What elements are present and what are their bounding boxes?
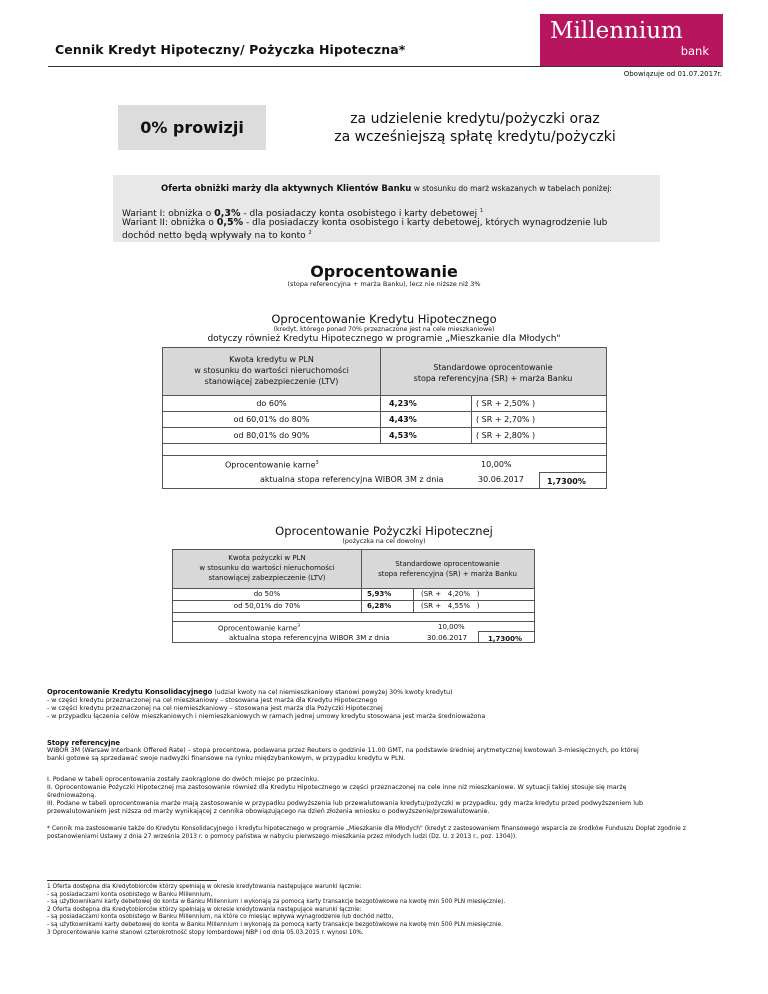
table1-penalty-value: 10,00% <box>481 460 512 469</box>
reference-rates-note: Stopy referencyjne WIBOR 3M (Warsaw Interbank Offered Rate) – stopa procentowa, podawana przez Reuters o godzinie 11.00 GMT, na podstawie średniej arytmetycznej kwotowań 3-miesięcznych, po której banki gotowe są sprzedawać swoje nadwyżki finansowe na rynku międzybankowym, w przypadku kredytu w PLN. <box>47 739 727 763</box>
table1-ref-value: 1,7300% <box>547 477 586 486</box>
table2-ref-value: 1,7300% <box>488 635 523 643</box>
offer-variant-2: Wariant II: obniżka o 0,5% - dla posiadaczy konta osobistego i karty debetowej, których wynagrodzenie lub <box>122 217 608 228</box>
table2-ref-label: aktualna stopa referencyjna WIBOR 3M z dnia <box>229 634 390 642</box>
consolidation-item: - w części kredytu przeznaczonej na cel mieszkaniowy – stosowana jest marża dla Kredytu Hipotecznego <box>47 697 378 704</box>
roman-notes: I. Podane w tabeli oprocentowania zostały zaokrąglone do dwóch miejsc po przecinku. II. Oprocentowanie Pożyczki Hipotecznej ma zastosowanie również dla Kredytu Hipotecznego w części przeznaczonej na cele inne niż mieszkaniowe. W sytuacji takiej stosuje się marżę średnioważoną. III. Podane w tabeli oprocentowania marże mają zastosowanie w przypadku podwyższenia lub przewalutowania kredytu/pożyczki w przypadku, gdy marża kredytu przed podwyższeniem lub przewalutowaniem jest niższa od marży wynikającej z cennika obowiązującego na dzień złożenia wniosku o podwyższenie/przewalutowanie. <box>47 776 643 815</box>
table2-row-rate: 5,93% <box>367 590 392 598</box>
table2-head-left: Kwota pożyczki w PLN w stosunku do wartości nieruchomości stanowiącej zabezpieczenie (LTV) <box>199 554 335 582</box>
promo-line-1: za udzielenie kredytu/pożyczki oraz <box>350 111 600 127</box>
table1-row-rate: 4,23% <box>389 399 417 408</box>
offer-title: Oferta obniżki marży dla aktywnych Klientów Banku w stosunku do marż wskazanych w tabelach poniżej: <box>161 184 612 194</box>
consolidation-note: Oprocentowanie Kredytu Konsolidacyjnego (udział kwoty na cel niemieszkaniowy stanowi powyżej 30% kwoty kredytu) - w części kredytu przeznaczonej na cel mieszkaniowy – stosowana jest marża dla Kredytu Hipotecznego - w części kredytu przeznaczonej na cel niemieszkaniowy – stosowana jest marża dla Pożyczki Hipotecznej - w przypadku łączenia celów mieszkaniowych i niemieszkaniowych w ramach jednej umowy kredytu stosowana jest marża średnioważona <box>47 688 727 721</box>
offer-variant-1: Wariant I: obniżka o 0,3% - dla posiadaczy konta osobistego i karty debetowej $^1$ <box>122 208 484 219</box>
table2-penalty-value: 10,00% <box>438 623 465 631</box>
offer-variant-2-cont: dochód netto będą wpływały na to konto $^2$ <box>122 230 312 241</box>
table1-subtitle: (kredyt, którego ponad 70% przeznaczone jest na cele mieszkaniowe) <box>273 326 495 333</box>
section-title: Oprocentowanie <box>310 262 458 281</box>
table1-row-formula: ( SR + 2,80% ) <box>476 431 536 440</box>
bank-logo <box>540 14 723 66</box>
table1-ref-date: 30.06.2017 <box>478 475 524 484</box>
table1-row-rate: 4,43% <box>389 415 417 424</box>
table1-title: Oprocentowanie Kredytu Hipotecznego <box>271 312 497 326</box>
table2 <box>172 549 535 643</box>
table1-ref-label: aktualna stopa referencyjna WIBOR 3M z dnia <box>260 475 444 484</box>
table2-row-rate: 6,28% <box>367 602 392 610</box>
table1-head-right: Standardowe oprocentowanie stopa referencyjna (SR) + marża Banku <box>413 363 573 383</box>
logo-name: Millennium <box>550 18 683 44</box>
table2-row-range: od 50,01% do 70% <box>233 602 301 610</box>
section-subtitle: (stopa referencyjna + marża Banku), lecz nie niższe niż 3% <box>287 280 481 288</box>
offer-box <box>113 175 660 242</box>
table1-row-formula: ( SR + 2,70% ) <box>476 415 536 424</box>
table2-title: Oprocentowanie Pożyczki Hipotecznej <box>275 524 493 538</box>
footnotes: 1 Oferta dostępna dla Kredytobiorców którzy spełniają w okresie kredytowania następujące warunki łącznie: - są posiadaczami konta osobistego w Banku Millennium, - są użytkownikami karty debetowej do konta w Banku Millennium i wykonają za pomocą karty transakcje bezgotówkowe na kwotę min 500 PLN miesięcznie). 2 Oferta dostępna dla Kredytobiorców którzy spełniają w okresie kredytowania następujące warunki łącznie: - są posiadaczami konta osobistego w Banku Millennium, na które co miesiąc wpływa wynagrodzenie lub dochód netto, - są użytkownikami karty debetowej do konta w Banku Millennium i wykonają za pomocą karty transakcje bezgotówkowe na kwotę min 500 PLN miesięcznie. 3 Oprocentowanie karne stanowi czterokrotność stopy lombardowej NBP i od dnia 05.03.2015 r. wynosi 10%. <box>47 884 506 936</box>
table2-head-right: Standardowe oprocentowanie stopa referencyjna (SR) + marża Banku <box>378 560 517 578</box>
table1-row-range: od 60,01% do 80% <box>233 415 310 424</box>
valid-from: Obowiązuje od 01.07.2017r. <box>623 70 722 78</box>
table2-row-formula: (SR + 4,55% ) <box>421 602 480 610</box>
page-title: Cennik Kredyt Hipoteczny/ Pożyczka Hipoteczna* <box>55 42 406 57</box>
logo-sub: bank <box>680 44 709 58</box>
footnote-divider <box>47 880 217 881</box>
table2-row-range: do 50% <box>253 590 281 598</box>
table1-subtitle-2: dotyczy również Kredytu Hipotecznego w programie „Mieszkanie dla Młodych" <box>207 334 561 344</box>
table2-subtitle: (pożyczka na cel dowolny) <box>342 538 426 545</box>
promo-line-2: za wcześniejszą spłatę kredytu/pożyczki <box>334 129 616 145</box>
table1-row-formula: ( SR + 2,50% ) <box>476 399 536 408</box>
table1-head-left: Kwota kredytu w PLN w stosunku do wartości nieruchomości stanowiącej zabezpieczenie (LTV) <box>194 355 349 386</box>
promo-badge: 0% prowizji <box>118 105 266 150</box>
table1-row-range: do 60% <box>256 399 287 408</box>
table1-penalty-label: Oprocentowanie karne$^3$ <box>225 460 319 470</box>
table2-ref-date: 30.06.2017 <box>427 634 468 642</box>
table1-row-rate: 4,53% <box>389 431 417 440</box>
consolidation-item: - w części kredytu przeznaczonej na cel niemieszkaniowy – stosowana jest marża dla Pożyczki Hipotecznej <box>47 705 383 712</box>
promo-description <box>300 110 650 146</box>
table2-penalty-label: Oprocentowanie karne$^3$ <box>218 624 301 633</box>
reference-rates-title: Stopy referencyjne <box>47 739 121 747</box>
table1 <box>162 347 607 489</box>
header-divider <box>48 66 723 67</box>
consolidation-item: - w przypadku łączenia celów mieszkaniowych i niemieszkaniowych w ramach jednej umowy kredytu stosowana jest marża średnioważona <box>47 713 486 720</box>
table2-row-formula: (SR + 4,20% ) <box>421 590 480 598</box>
star-note: * Cennik ma zastosowanie także do Kredytu Konsolidacyjnego i kredytu hipotecznego w programie „Mieszkanie dla Młodych" (kredyt z zastosowaniem finansowego wsparcia ze środków Funduszu Dopłat zgodnie z postanowieniami Ustawy z dnia 27 września 2013 r. o pomocy państwa w nabyciu pierwszego mieszkania przez młodych ludzi (Dz. U. z 2013 r., poz. 1304)). <box>47 825 686 840</box>
table1-row-range: od 80,01% do 90% <box>233 431 310 440</box>
